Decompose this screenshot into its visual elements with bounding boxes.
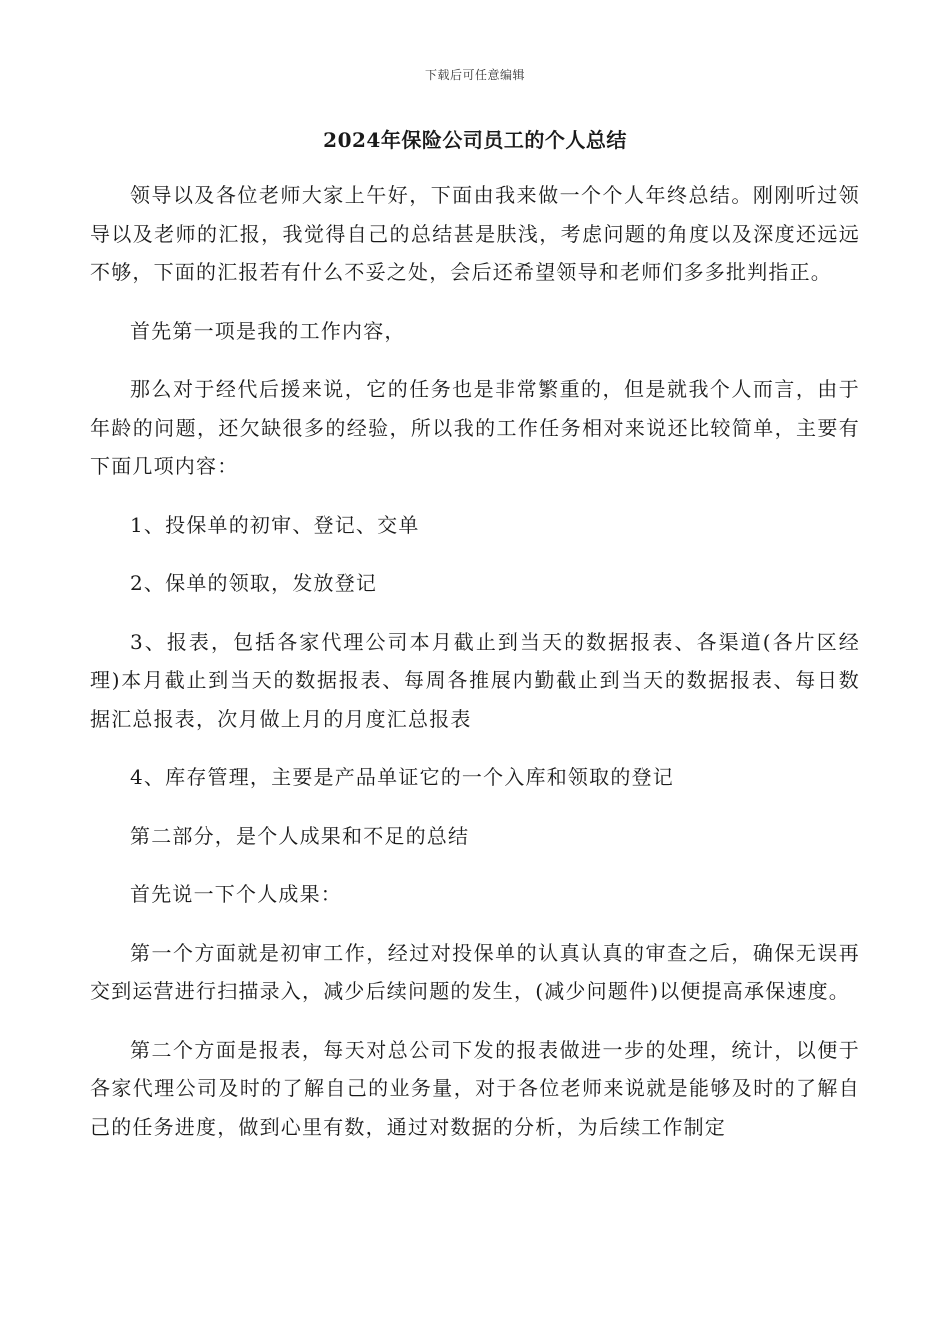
list-item-1: 1、投保单的初审、登记、交单 — [130, 512, 420, 537]
list-item-4: 4、库存管理，主要是产品单证它的一个入库和领取的登记 — [130, 765, 674, 789]
list-item-3: 3、报表，包括各家代理公司本月截止到当天的数据报表、各渠道(各片区经理)本月截止到当天的数据报表、每周各推展内勤截止到当天的数据报表、每日数据汇总报表，次月做上月的月度汇总报表 — [90, 629, 860, 731]
paragraph-section2-heading: 第二部分，是个人成果和不足的总结 — [130, 823, 470, 848]
paragraph-section1-heading: 首先第一项是我的工作内容， — [130, 318, 406, 343]
list-item-2: 2、保单的领取，发放登记 — [130, 571, 378, 595]
paragraph-achievement-2: 第二个方面是报表，每天对总公司下发的报表做进一步的处理，统计，以便于各家代理公司及时的了解自己的业务量，对于各位老师来说就是能够及时的了解自己的任务进度，做到心里有数，通过对数据的分析，为后续工作制定 — [90, 1037, 860, 1139]
paragraph-achievement-1: 第一个方面就是初审工作，经过对投保单的认真认真的审查之后，确保无误再交到运营进行扫描录入，减少后续问题的发生，(减少问题件)以便提高承保速度。 — [90, 940, 860, 1003]
document-title: 2024年保险公司员工的个人总结 — [323, 128, 627, 152]
header-note: 下载后可任意编辑 — [424, 68, 525, 82]
document-body — [90, 176, 860, 1166]
paragraph-intro: 领导以及各位老师大家上午好，下面由我来做一个个人年终总结。刚刚听过领导以及老师的汇报，我觉得自己的总结甚是肤浅，考虑问题的角度以及深度还远远不够，下面的汇报若有什么不妥之处，会后还希望领导和老师们多多批判指正。 — [90, 183, 860, 284]
paragraph-work-overview: 那么对于经代后援来说，它的任务也是非常繁重的，但是就我个人而言，由于年龄的问题，还欠缺很多的经验，所以我的工作任务相对来说还比较简单，主要有下面几项内容： — [90, 377, 860, 478]
paragraph-achievements-heading: 首先说一下个人成果： — [130, 882, 342, 906]
